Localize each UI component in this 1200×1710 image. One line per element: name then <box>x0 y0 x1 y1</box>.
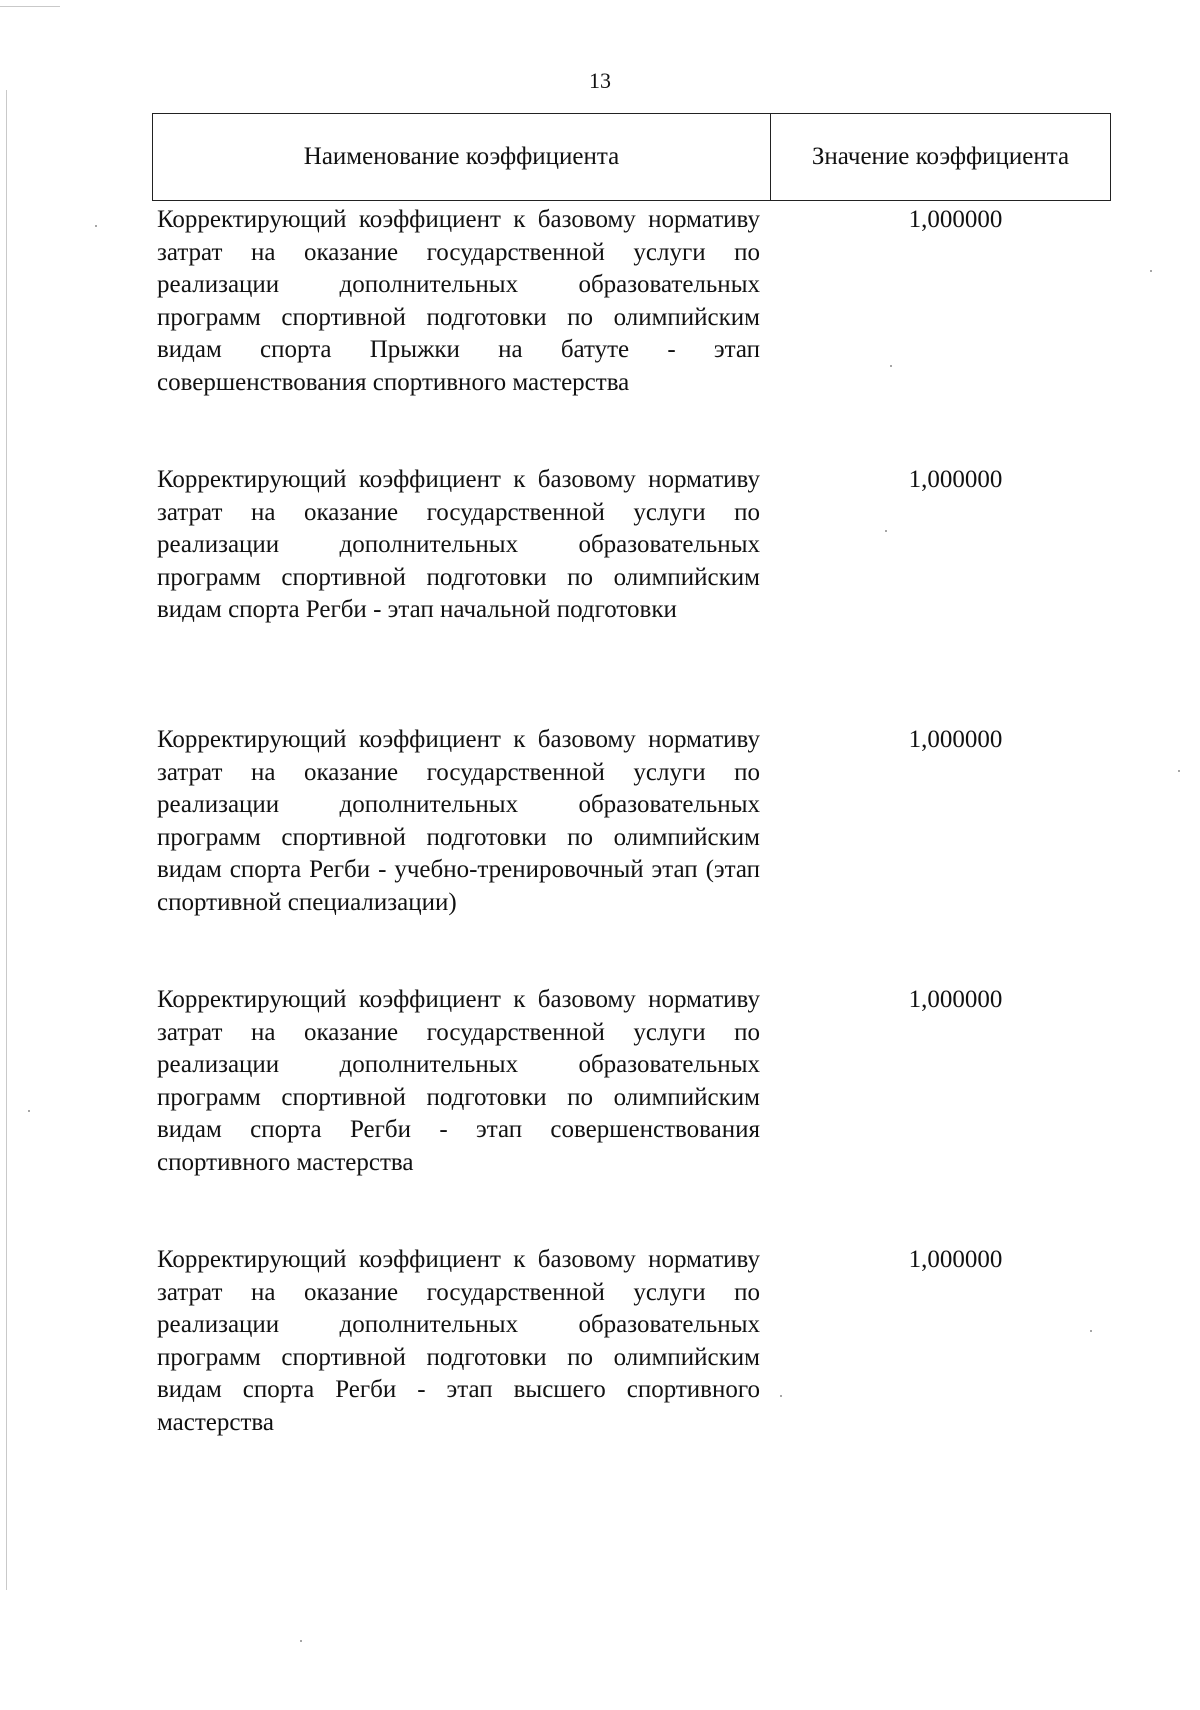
row-description: Корректирующий коэффициент к базовому нормативу затрат на оказание государственной услуги по реализации дополнительных образовательных программ спортивной подготовки по олимпийским видам спорта Регби - этап высшего спортивного мастерства <box>157 1246 760 1436</box>
scan-speck <box>1178 770 1180 772</box>
scan-speck <box>300 1640 302 1642</box>
scan-speck <box>95 225 97 227</box>
table-header <box>152 113 1111 201</box>
scan-speck <box>1150 270 1152 272</box>
row-description: Корректирующий коэффициент к базовому нормативу затрат на оказание государственной услуги по реализации дополнительных образовательных программ спортивной подготовки по олимпийским видам спорта Регби - этап начальной подготовки <box>157 466 760 623</box>
table-row <box>157 464 1111 627</box>
row-description: Корректирующий коэффициент к базовому нормативу затрат на оказание государственной услуги по реализации дополнительных образовательных программ спортивной подготовки по олимпийским видам спорта Регби - учебно-тренировочный этап (этап спортивной специализации) <box>157 726 760 916</box>
table-row <box>157 204 1111 399</box>
row-value: 1,000000 <box>908 1246 1003 1273</box>
row-value: 1,000000 <box>908 726 1003 753</box>
table-row <box>157 1244 1111 1439</box>
row-description: Корректирующий коэффициент к базовому нормативу затрат на оказание государственной услуги по реализации дополнительных образовательных программ спортивной подготовки по олимпийским видам спорта Прыжки на батуте - этап совершенствования спортивного мастерства <box>157 206 760 396</box>
scan-speck <box>28 1110 30 1112</box>
page-number: 13 <box>589 68 611 93</box>
row-value: 1,000000 <box>908 466 1003 493</box>
table-row <box>157 984 1111 1179</box>
table-row <box>157 724 1111 919</box>
header-name-cell: Наименование коэффициента <box>153 114 771 200</box>
row-value: 1,000000 <box>908 986 1003 1013</box>
row-value: 1,000000 <box>908 206 1003 233</box>
scan-edge-left <box>6 90 7 1590</box>
header-value-cell: Значение коэффициента <box>811 143 1070 170</box>
row-description: Корректирующий коэффициент к базовому нормативу затрат на оказание государственной услуги по реализации дополнительных образовательных программ спортивной подготовки по олимпийским видам спорта Регби - этап совершенствования спортивного мастерства <box>157 986 760 1176</box>
scan-edge-top <box>0 6 60 7</box>
